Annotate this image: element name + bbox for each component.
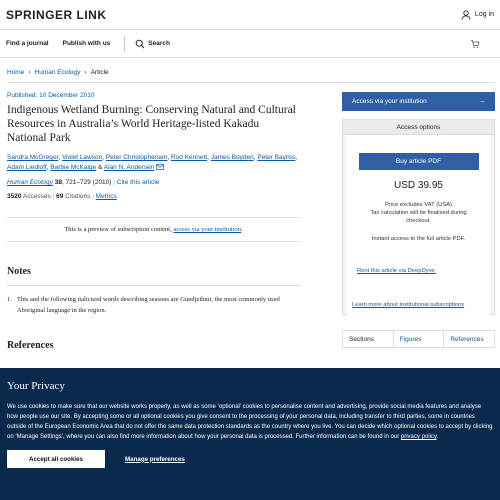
instant-access-note: Instant access to the full article PDF.: [371, 236, 466, 242]
accesses-label: Accesses: [22, 193, 51, 200]
author-list: Sandra McGregor, Violet Lawson, Peter Christophersen, Rod Kennett, James Boyden, Peter Bayliss, Adam Liedloff, Barbie McKaige & Alan N. Andersen: [7, 154, 298, 171]
author-link[interactable]: Violet Lawson: [61, 154, 103, 161]
article-main: [7, 92, 300, 351]
preview-notice: [7, 217, 300, 242]
manage-preferences-button[interactable]: Manage preferences: [125, 455, 185, 463]
vat-line: Tax calculation will be finalised during: [370, 210, 467, 216]
cookie-title: Your Privacy: [7, 380, 65, 392]
breadcrumb-divider: [7, 82, 495, 83]
divider: |: [52, 193, 55, 200]
chevron-right-icon: ›: [84, 69, 87, 76]
learn-more-link[interactable]: Learn more about Institutional subscriptions: [352, 302, 465, 308]
author-link[interactable]: Rod Kennett: [170, 154, 208, 161]
published-date[interactable]: Published: 10 December 2010: [7, 92, 95, 99]
find-journal-link[interactable]: Find a journal: [6, 40, 49, 47]
privacy-policy-link[interactable]: privacy policy: [400, 434, 437, 440]
author-link[interactable]: Adam Liedloff: [7, 164, 47, 171]
vat-note: [347, 201, 490, 225]
pages: , 721–729 (2010): [61, 179, 112, 186]
mail-icon[interactable]: [156, 164, 164, 170]
chevron-right-icon: ›: [28, 69, 31, 76]
note-item: [7, 294, 300, 316]
publish-link[interactable]: Publish with us: [62, 40, 111, 47]
citations-label: Citations: [65, 193, 91, 200]
citations-count: 69: [56, 193, 64, 200]
access-institution-button[interactable]: [342, 92, 495, 111]
access-options-panel: [342, 119, 495, 315]
search-button[interactable]: [135, 39, 170, 49]
preview-access-link[interactable]: access via your institution: [173, 226, 242, 233]
site-header: [0, 0, 500, 30]
notes-heading: Notes: [7, 266, 31, 277]
article-title: Indigenous Wetland Burning: Conserving Natural and Cultural Resources in Australia’s World Heritage-listed Kakadu National Park: [7, 104, 296, 144]
tab-sections[interactable]: Sections: [343, 331, 394, 347]
accept-cookies-button[interactable]: Accept all cookies: [7, 450, 105, 468]
cite-link[interactable]: Cite this article: [116, 179, 160, 186]
preview-end: .: [241, 226, 243, 233]
notes-divider: [7, 285, 300, 286]
citation-line: [7, 179, 300, 186]
access-institution-label: Access via your institution: [352, 98, 427, 105]
login-link[interactable]: [461, 10, 494, 20]
login-label: Log in: [474, 11, 494, 18]
journal-link[interactable]: Human Ecology: [7, 179, 53, 186]
search-label: Search: [148, 40, 170, 47]
article-metrics: [7, 193, 300, 200]
preview-text: This is a preview of subscription content,: [64, 226, 174, 233]
author-link[interactable]: James Boyden: [210, 154, 254, 161]
tab-figures[interactable]: Figures: [394, 331, 445, 347]
author-link[interactable]: Peter Christophersen: [105, 154, 168, 161]
breadcrumb: [7, 69, 109, 76]
author-link[interactable]: Peter Bayliss: [257, 154, 296, 161]
rent-deepdyve-link[interactable]: Rent this article via DeepDyve.: [357, 268, 437, 274]
author-link[interactable]: Alan N. Andersen: [103, 164, 155, 171]
price: USD 39.95: [394, 180, 443, 191]
breadcrumb-journal[interactable]: Human Ecology: [34, 69, 81, 76]
author-link[interactable]: Sandra McGregor: [7, 154, 59, 161]
nav-divider: [124, 36, 125, 52]
cookie-text: [7, 402, 493, 442]
breadcrumb-current: Article: [90, 69, 109, 76]
note-number: 1.: [7, 296, 12, 303]
main-nav: [0, 30, 500, 58]
author-link[interactable]: Barbie McKaige: [50, 164, 97, 171]
access-options-heading: Access options: [343, 120, 494, 135]
vat-line: checkout.: [406, 218, 431, 224]
cookie-banner: [0, 368, 500, 500]
accesses-count: 3520: [7, 193, 22, 200]
cart-icon: [470, 39, 480, 49]
cookie-body: We use cookies to make sure that our website works properly, as well as some ‘optional’ cookies to personalise content and advertising, provide social media features and analyse how people use our site. By accepting some or all optional cookies you give consent to the processing of your personal data, including transfer to third parties, some in countries outside of the European Economic Area that do not offer the same data protection standards as the country where you live. You can decide which optional cookies to accept by clicking on ‘Manage Settings’, where you can also find more information about how your personal data is processed. Further information can be found in our: [7, 404, 493, 440]
tab-references[interactable]: References: [450, 335, 484, 343]
cookie-actions: [7, 450, 493, 468]
divider: |: [92, 193, 94, 200]
note-text: This and the following italicized words describing seasons are Gundjeihmi, the most commonly used Aboriginal language in the region.: [16, 296, 280, 314]
purchase-box: [347, 135, 490, 315]
cart-button[interactable]: [470, 39, 480, 49]
breadcrumb-home[interactable]: Home: [7, 69, 25, 76]
metrics-link[interactable]: Metrics: [95, 193, 117, 200]
arrow-right-icon: →: [478, 98, 485, 105]
search-icon: [135, 39, 145, 49]
buy-pdf-button[interactable]: Buy article PDF: [359, 153, 479, 170]
user-icon: [461, 10, 471, 20]
cookie-end: .: [436, 434, 439, 440]
article-tabs: [342, 330, 495, 348]
vat-line: Price excludes VAT (USA): [384, 202, 452, 208]
divider: |: [113, 179, 115, 186]
springer-link-logo[interactable]: SPRINGER LINK: [6, 7, 107, 22]
references-heading: References: [7, 340, 54, 351]
volume: 38: [54, 179, 62, 186]
